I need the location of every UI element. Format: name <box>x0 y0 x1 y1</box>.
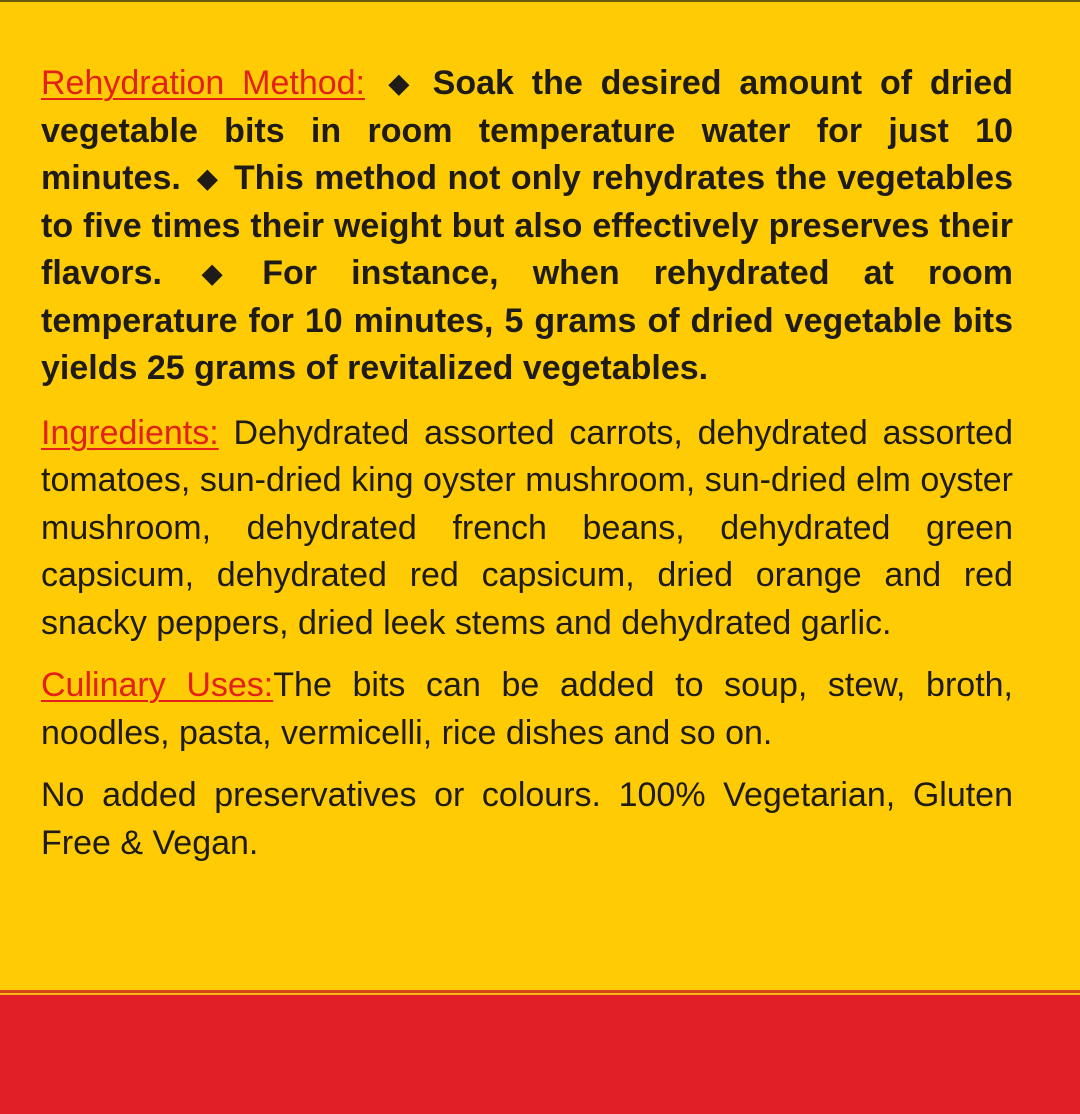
ingredients-label: Ingredients: <box>41 413 219 452</box>
culinary-uses-text: The bits can be added to soup, stew, broth, noodles, pasta, vermicelli, rice dishes and so on. <box>41 666 1013 752</box>
rehydration-step-2: This method not only rehydrates the vegetables to five times their weight but also effectively preserves their flavors. <box>41 159 1013 292</box>
dietary-note: No added preservatives or colours. 100% Vegetarian, Gluten Free & Vegan. <box>41 776 1013 862</box>
diamond-bullet-icon: ◆ <box>388 68 409 98</box>
diamond-bullet-icon: ◆ <box>197 163 218 193</box>
product-info-panel <box>41 60 1013 867</box>
culinary-uses-label: Culinary Uses: <box>41 666 274 704</box>
rehydration-method-paragraph <box>41 60 1013 393</box>
diamond-bullet-icon: ◆ <box>202 258 223 288</box>
rehydration-step-1: Soak the desired amount of dried vegetable bits in room temperature water for just 10 minutes. <box>41 64 1013 197</box>
ingredients-text: Dehydrated assorted carrots, dehydrated assorted tomatoes, sun-dried king oyster mushroom, sun-dried elm oyster mushroom, dehydrated french beans, dehydrated green capsicum, dehydrated red capsicum, dried orange and red snacky peppers, dried leek stems and dehydrated garlic. <box>41 413 1013 642</box>
ingredients-paragraph <box>41 410 1013 648</box>
rehydration-step-3: For instance, when rehydrated at room temperature for 10 minutes, 5 grams of dried vegetable bits yields 25 grams of revitalized vegetables. <box>41 254 1013 387</box>
top-border-line <box>0 0 1080 2</box>
rehydration-method-label: Rehydration Method: <box>41 64 366 102</box>
footer-red-band <box>0 995 1080 1114</box>
culinary-uses-paragraph <box>41 662 1013 757</box>
